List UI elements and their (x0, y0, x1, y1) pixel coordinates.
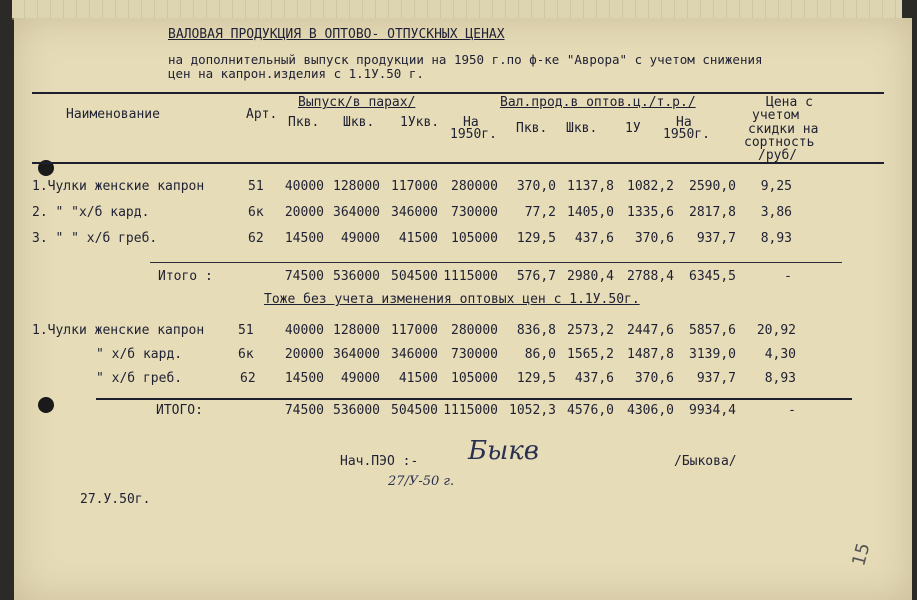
table-cell: 86,0 (524, 347, 556, 362)
table-row-name: " х/б кард. (96, 347, 183, 362)
table-cell: 49000 (340, 231, 380, 246)
table-cell: 536000 (333, 403, 380, 418)
col-header-year-1950: 1950г. (450, 127, 497, 142)
table-cell: 3,86 (760, 205, 792, 220)
table-cell: 128000 (333, 179, 380, 194)
signature-date: 27/У-50 г. (388, 474, 455, 489)
col-header-price-l4: сортность (744, 135, 815, 150)
table-cell: 280000 (451, 323, 498, 338)
table-cell: 20,92 (756, 323, 796, 338)
table-cell: 6345,5 (689, 269, 736, 284)
section2-heading: Тоже без учета изменения оптовых цен с 1.1У.50г. (264, 292, 640, 307)
table-cell: 280000 (451, 179, 498, 194)
table-cell: 105000 (451, 371, 498, 386)
document-title: ВАЛОВАЯ ПРОДУКЦИЯ В ОПТОВО- ОТПУСКНЫХ ЦЕНАХ (168, 27, 505, 42)
table-cell: 1487,8 (627, 347, 674, 362)
table-row-art: 62 (248, 231, 264, 246)
table-cell: 1137,8 (567, 179, 614, 194)
table-cell: 364000 (333, 205, 380, 220)
chief-label: Нач.ПЭО :- (340, 454, 419, 469)
table-cell: 14500 (284, 371, 324, 386)
table-cell: 8,93 (764, 371, 796, 386)
table-cell: 40000 (284, 323, 324, 338)
table-cell: 504500 (391, 403, 438, 418)
table-cell: 364000 (333, 347, 380, 362)
table-cell: 437,6 (574, 231, 614, 246)
table-cell: 40000 (284, 179, 324, 194)
table-cell: 937,7 (696, 231, 736, 246)
table-cell: 437,6 (574, 371, 614, 386)
section2-subtotal-rule (96, 398, 852, 400)
table-cell: 2447,6 (627, 323, 674, 338)
notebook-binding-strip (12, 0, 902, 20)
table-row-name: 3. " " х/б греб. (32, 231, 158, 246)
table-cell: 1335,6 (627, 205, 674, 220)
table-row-name: " х/б греб. (96, 371, 183, 386)
table-cell: 20000 (284, 205, 324, 220)
col-header-art: Арт. (246, 107, 278, 122)
table-top-rule (32, 92, 884, 94)
table-cell: - (788, 403, 796, 418)
col-header-v-q1: Пкв. (516, 121, 548, 136)
col-header-q2: Шкв. (343, 115, 375, 130)
table-cell: 2980,4 (567, 269, 614, 284)
col-header-value-group: Вал.прод.в оптов.ц./т.р./ (500, 95, 696, 110)
signature: Быкв (468, 436, 539, 466)
col-header-output-group: Выпуск/в парах/ (298, 95, 416, 110)
table-cell: - (784, 269, 792, 284)
table-cell: 41500 (398, 371, 438, 386)
table-cell: 4,30 (764, 347, 796, 362)
table-cell: 346000 (391, 347, 438, 362)
col-header-year-na: На (463, 115, 479, 130)
table-cell: 370,6 (634, 371, 674, 386)
table-cell: 2817,8 (689, 205, 736, 220)
table-row-art: 51 (248, 179, 264, 194)
col-header-q1: Пкв. (288, 115, 320, 130)
table-row-name: 1.Чулки женские капрон (32, 323, 205, 338)
signer-name: /Быкова/ (674, 454, 737, 469)
table-cell: 8,93 (760, 231, 792, 246)
document-subtitle-line1: на дополнительный выпуск продукции на 1950 г.по ф-ке "Аврора" с учетом снижения (168, 52, 763, 67)
table-cell: 1405,0 (567, 205, 614, 220)
table-cell: 129,5 (516, 371, 556, 386)
table-cell: 576,7 (516, 269, 556, 284)
table-cell: 4306,0 (627, 403, 674, 418)
table-cell: 3139,0 (689, 347, 736, 362)
table-cell: 41500 (398, 231, 438, 246)
table-cell: 370,0 (516, 179, 556, 194)
table-cell: 9,25 (760, 179, 792, 194)
header-bottom-rule (32, 162, 884, 164)
table-cell: 1565,2 (567, 347, 614, 362)
table-cell: 14500 (284, 231, 324, 246)
document-date: 27.У.50г. (80, 492, 151, 507)
col-header-v-q3: 1У (625, 121, 641, 136)
table-cell: 77,2 (524, 205, 556, 220)
col-header-price-l3: скидки на (748, 122, 819, 137)
table-cell: 2788,4 (627, 269, 674, 284)
grand-total-label: ИТОГО: (156, 403, 203, 418)
table-cell: 1052,3 (509, 403, 556, 418)
table-cell: 74500 (284, 269, 324, 284)
table-cell: 128000 (333, 323, 380, 338)
table-cell: 9934,4 (689, 403, 736, 418)
table-cell: 2573,2 (567, 323, 614, 338)
table-cell: 105000 (451, 231, 498, 246)
subtotal-rule (150, 262, 842, 263)
table-cell: 117000 (391, 323, 438, 338)
col-header-q3: 1Укв. (400, 115, 440, 130)
table-cell: 730000 (451, 347, 498, 362)
page-number: 15 (848, 540, 875, 569)
punch-hole (38, 397, 54, 413)
table-row-name: 2. " "х/б кард. (32, 205, 150, 220)
table-row-art: 6к (248, 205, 264, 220)
col-header-name: Наименование (66, 107, 160, 122)
col-header-price-l5: /руб/ (758, 148, 798, 163)
col-header-price-l2: учетом (752, 108, 799, 123)
table-row-name: 1.Чулки женские капрон (32, 179, 205, 194)
table-cell: 1115000 (443, 269, 498, 284)
table-cell: 2590,0 (689, 179, 736, 194)
table-cell: 346000 (391, 205, 438, 220)
table-cell: 20000 (284, 347, 324, 362)
table-cell: 49000 (340, 371, 380, 386)
table-cell: 536000 (333, 269, 380, 284)
table-cell: 730000 (451, 205, 498, 220)
col-header-v-year-na: На (676, 115, 692, 130)
table-cell: 5857,6 (689, 323, 736, 338)
table-cell: 1115000 (443, 403, 498, 418)
table-cell: 504500 (391, 269, 438, 284)
col-header-price-l1: Цена с (766, 95, 813, 110)
table-cell: 74500 (284, 403, 324, 418)
total-label: Итого : (158, 269, 213, 284)
table-cell: 117000 (391, 179, 438, 194)
table-row-art: 6к (238, 347, 254, 362)
table-row-art: 62 (240, 371, 256, 386)
table-cell: 1082,2 (627, 179, 674, 194)
table-cell: 937,7 (696, 371, 736, 386)
col-header-v-q2: Шкв. (566, 121, 598, 136)
table-cell: 129,5 (516, 231, 556, 246)
table-cell: 836,8 (516, 323, 556, 338)
col-header-v-year-1950: 1950г. (663, 127, 710, 142)
table-row-art: 51 (238, 323, 254, 338)
document-subtitle-line2: цен на капрон.изделия с 1.1У.50 г. (168, 66, 424, 81)
table-cell: 370,6 (634, 231, 674, 246)
table-cell: 4576,0 (567, 403, 614, 418)
